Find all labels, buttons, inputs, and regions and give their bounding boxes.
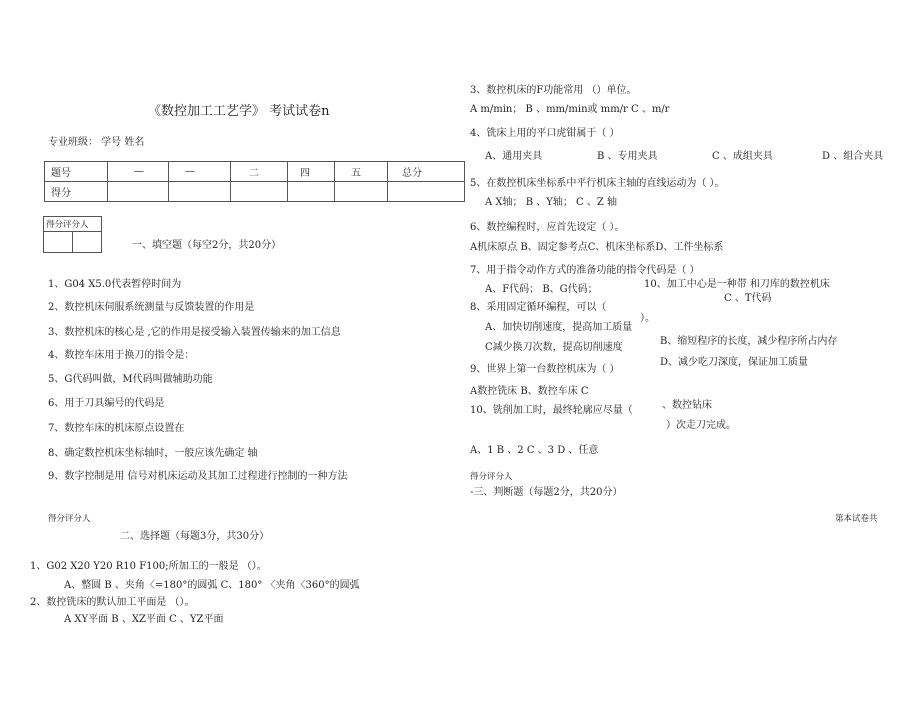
score-table	[44, 161, 465, 202]
grader-label: 得分评分人	[48, 514, 91, 524]
question-8-tail: ）。	[640, 313, 655, 324]
question-8-option-d: D、减少吃刀深度，保证加工质量	[660, 357, 809, 368]
score-header-cell: 二	[231, 162, 288, 182]
question-4-option: C 、成组夹具	[712, 151, 773, 162]
question-3-options: A m/min； B 、mm/min或 mm/r C 、m/r	[470, 104, 670, 115]
question-6: 6、数控编程时，应首先设定（ ）。	[470, 222, 625, 233]
question-9-option-d: 、数控钻床	[662, 400, 712, 411]
question-5-options: A X轴； B 、Y轴； C 、Z 轴	[485, 197, 617, 208]
question-7-option-c: C 、T代码	[724, 293, 772, 304]
score-header-cell: 题号	[45, 162, 108, 182]
question-5: 5、在数控机床坐标系中平行机床主轴的直线运动为（ ）。	[470, 178, 725, 189]
section-true-false-title: -三、判断题（每题2分，共20分）	[470, 487, 623, 498]
fill-item: 9、数字控制是用 信号对机床运动及其加工过程进行控制的一种方法	[48, 471, 348, 482]
question-9: 9、世界上第一台数控机床为（ ）	[470, 364, 620, 375]
score-cell	[388, 182, 465, 202]
fill-item: 8、确定数控机床坐标轴时，一般应该先确定 轴	[48, 448, 258, 459]
score-table-header-row	[45, 162, 465, 182]
grader-score-cell	[44, 232, 73, 253]
fill-item: 1、G04 X5.0代表暂停时间为	[48, 279, 182, 290]
score-header-cell: 四	[288, 162, 335, 182]
page-footer: 第本试卷共	[835, 514, 878, 524]
student-info-line: 专业班级： 学号 姓名	[48, 137, 145, 148]
question-8-option-c: C减少换刀次数，提高切削速度	[485, 342, 623, 353]
question-8-option-b: B、缩短程序的长度，减少程序所占内存	[660, 336, 838, 347]
section-choice-title: 二、选择题（每题3分，共30分）	[120, 531, 270, 542]
grader-label: 得分评分人	[470, 472, 513, 482]
question-8: 8、采用固定循环编程，可以（	[470, 302, 607, 313]
question-7: 7、用于指令动作方式的准备功能的指令代码是（ ）	[470, 265, 700, 276]
score-cell	[335, 182, 388, 202]
score-row-label: 得分	[45, 182, 108, 202]
exam-title: 《数控加工工艺学》 考试试卷n	[148, 104, 330, 119]
score-header-cell: 总分	[388, 162, 465, 182]
fill-item: 4、数控车床用于换刀的指令是：	[48, 350, 195, 361]
question-8-option-a: A、加快切削速度，提高加工质量	[485, 322, 633, 333]
question-2-options: A XY平面 B 、XZ平面 C 、YZ平面	[64, 614, 224, 625]
fill-item: 6、用于刀具编号的代码是	[48, 398, 165, 409]
fill-item: 3、数控机床的核心是 ,它的作用是接受输入装置传输来的加工信息	[48, 327, 341, 338]
question-9-options: A数控铣床 B、数控车床 C	[470, 386, 589, 397]
question-10: 10、铣削加工时，最终轮廓应尽量（	[470, 405, 633, 416]
question-4: 4、铣床上用的平口虎钳属于（ ）	[470, 128, 620, 139]
question-1-options: A、整圆 B 、夹角〈=180°的圆弧 C、180° 〈夹角〈360°的圆弧	[64, 580, 360, 591]
score-cell	[288, 182, 335, 202]
fill-item: 7、数控车床的机床原点设置在	[48, 423, 185, 434]
grader-box-label: 得分评分人	[44, 217, 102, 232]
score-header-cell: —	[108, 162, 169, 182]
question-4-option: D 、组合夹具	[822, 151, 884, 162]
question-4-option: A、通用夹具	[485, 151, 543, 162]
grader-box	[43, 216, 102, 253]
question-4-option: B 、专用夹具	[597, 151, 658, 162]
score-cell	[169, 182, 231, 202]
fill-item: 2、数控机床伺服系统测量与反馈装置的作用是	[48, 302, 255, 313]
question-2: 2、数控铣床的默认加工平面是 （）。	[30, 597, 195, 608]
score-cell	[231, 182, 288, 202]
question-3: 3、数控机床的F功能常用 （）单位。	[470, 85, 637, 96]
question-1: 1、G02 X20 Y20 R10 F100;所加工的一般是 （）。	[30, 561, 267, 572]
fill-item: 5、G代码叫做，M代码叫做辅助功能	[48, 374, 213, 385]
question-7-options: A、F代码； B、G代码；	[485, 284, 598, 295]
question-10-fragment: 10、加工中心是一种带 和刀库的数控机床	[644, 279, 830, 290]
score-header-cell: —	[169, 162, 231, 182]
score-header-cell: 五	[335, 162, 388, 182]
question-6-options: A机床原点 B、固定参考点C、机床坐标系D、工件坐标系	[470, 242, 724, 253]
question-10-options: A、1 B 、2 C 、3 D 、任意	[470, 445, 599, 456]
section-fill-blank-title: 一、填空题（每空2分，共20分）	[132, 240, 282, 251]
score-table-score-row	[45, 182, 465, 202]
score-cell	[108, 182, 169, 202]
question-10-tail: ）次走刀完成。	[666, 420, 736, 431]
grader-name-cell	[73, 232, 102, 253]
